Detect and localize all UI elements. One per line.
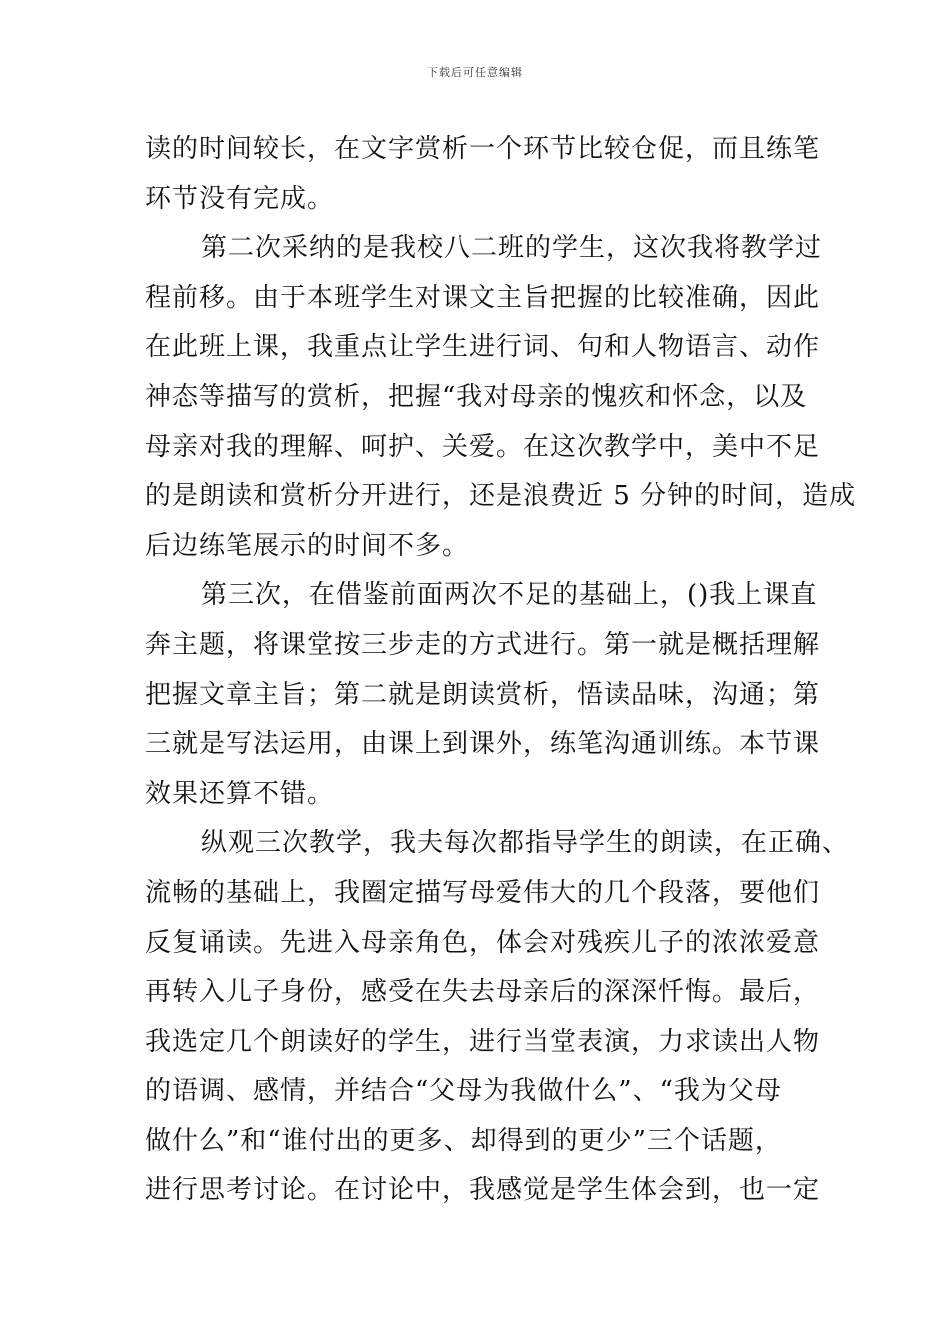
text-line: 第三次，在借鉴前面两次不足的基础上，()我上课直 — [201, 580, 818, 611]
text-line: 神态等描写的赏析，把握“我对母亲的愧疚和怀念，以及 — [145, 381, 808, 412]
text-line: 第二次采纳的是我校八二班的学生，这次我将教学过 — [201, 233, 823, 264]
text-line: 再转入儿子身份，感受在失去母亲后的深深忏悔。最后， — [145, 977, 821, 1008]
body-text — [145, 125, 857, 1216]
text-line: 程前移。由于本班学生对课文主旨把握的比较准确，因此 — [145, 282, 821, 313]
text-line: 三就是写法运用，由课上到课外，练笔沟通训练。本节课 — [145, 729, 821, 760]
text-line: 把握文章主旨；第二就是朗读赏析，悟读品味，沟通；第 — [145, 679, 821, 710]
text-line: 效果还算不错。 — [145, 778, 335, 809]
text-line: 反复诵读。先进入母亲角色，体会对残疾儿子的浓浓爱意 — [145, 927, 821, 958]
text-line: 奔主题，将课堂按三步走的方式进行。第一就是概括理解 — [145, 629, 821, 660]
text-line: 读的时间较长，在文字赏析一个环节比较仓促，而且练笔 — [145, 134, 821, 164]
text-line: 进行思考讨论。在讨论中，我感觉是学生体会到，也一定 — [145, 1175, 821, 1206]
text-line: 我选定几个朗读好的学生，进行当堂表演，力求读出人物 — [145, 1026, 821, 1057]
text-line: 环节没有完成。 — [145, 183, 335, 214]
page-header: 下载后可任意编辑 — [427, 66, 523, 79]
text-line: 纵观三次教学，我夫每次都指导学生的朗读，在正确、 — [201, 828, 850, 859]
text-line: 流畅的基础上，我圈定描写母爱伟大的几个段落，要他们 — [145, 877, 821, 908]
text-line: 的语调、感情，并结合“父母为我做什么”、“我为父母 — [145, 1076, 782, 1107]
text-line: 母亲对我的理解、呵护、关爱。在这次教学中，美中不足 — [145, 431, 821, 462]
text-line: 做什么”和“谁付出的更多、却得到的更少”三个话题， — [145, 1125, 782, 1156]
text-line: 在此班上课，我重点让学生进行词、句和人物语言、动作 — [145, 332, 821, 363]
text-line: 后边练笔展示的时间不多。 — [145, 530, 470, 561]
text-line: 的是朗读和赏析分开进行，还是浪费近 5 分钟的时间，造成 — [145, 481, 857, 512]
